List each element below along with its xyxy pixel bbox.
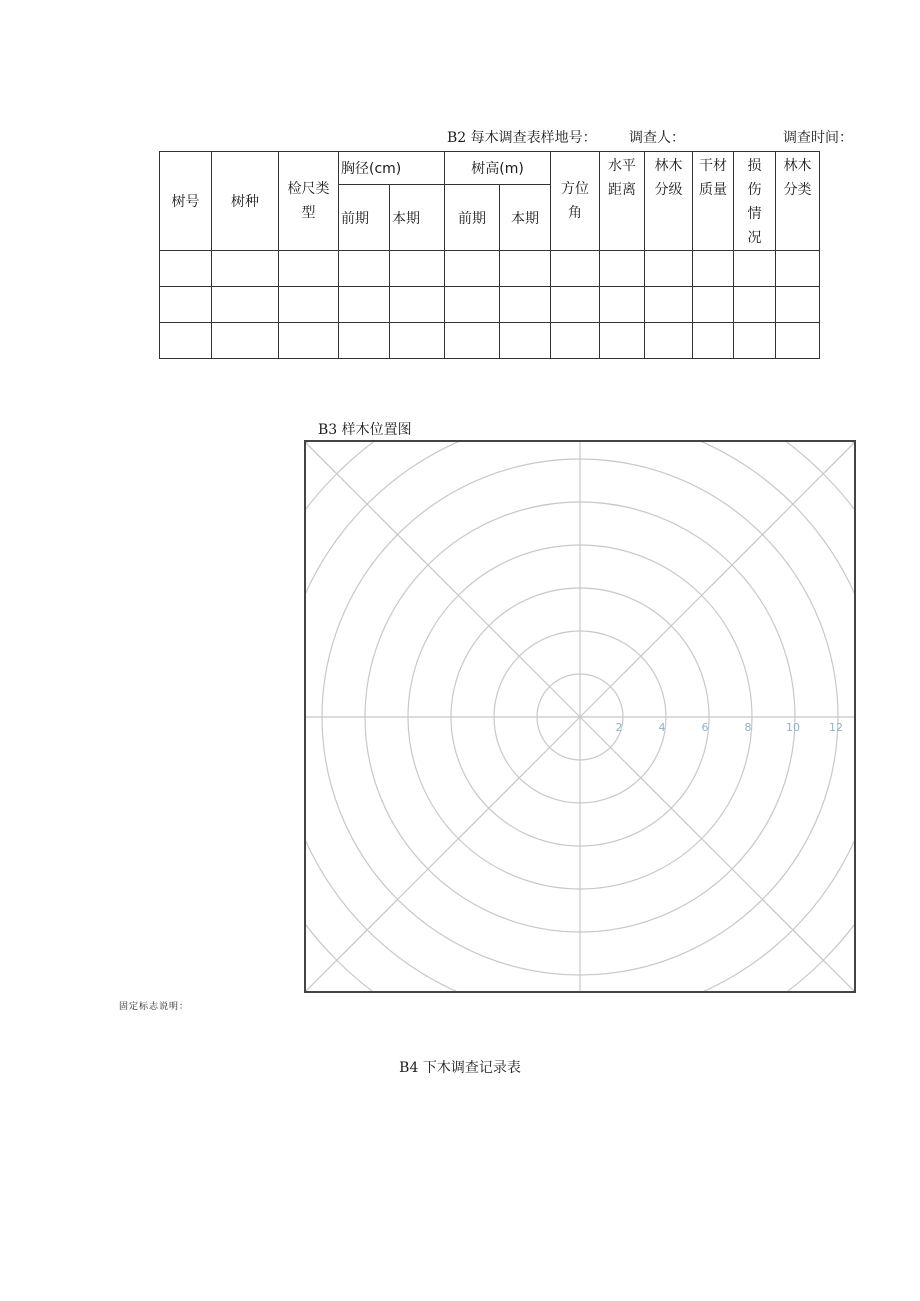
polar-radial-line	[304, 440, 580, 717]
header-height-previous: 前期	[445, 185, 500, 251]
table-cell[interactable]	[160, 251, 212, 287]
table-cell[interactable]	[551, 287, 600, 323]
table-cell[interactable]	[339, 323, 390, 359]
table-row	[160, 323, 820, 359]
table-cell[interactable]	[212, 287, 279, 323]
table-cell[interactable]	[160, 287, 212, 323]
b4-title: B4 下木调查记录表	[399, 1060, 521, 1076]
table-cell[interactable]	[776, 287, 820, 323]
table-cell[interactable]	[645, 323, 693, 359]
table-row	[160, 251, 820, 287]
stem-quality-text: 干材质量	[699, 158, 727, 198]
tree-class-text: 林木分级	[654, 158, 683, 198]
tree-position-polar-grid	[304, 440, 856, 993]
header-horizontal-distance	[600, 152, 645, 251]
table-cell[interactable]	[551, 251, 600, 287]
header-tree-no: 树号	[160, 152, 212, 251]
table-cell[interactable]	[693, 287, 734, 323]
table-cell[interactable]	[445, 251, 500, 287]
table-cell[interactable]	[645, 251, 693, 287]
forest-class-text: 林木分类	[783, 158, 812, 198]
header-tree-class	[645, 152, 693, 251]
table-cell[interactable]	[390, 251, 445, 287]
table-cell[interactable]	[160, 323, 212, 359]
ring-label: 12	[829, 721, 843, 734]
table-cell[interactable]	[776, 251, 820, 287]
table-cell[interactable]	[500, 287, 551, 323]
table-cell[interactable]	[693, 323, 734, 359]
table-cell[interactable]	[279, 323, 339, 359]
header-azimuth	[551, 152, 600, 251]
b2-title: B2 每木调查表样地号：	[447, 130, 597, 146]
polar-radial-line	[580, 440, 856, 717]
tree-survey-table	[159, 151, 820, 359]
header-height-current: 本期	[500, 185, 551, 251]
ring-label: 2	[615, 721, 623, 734]
table-cell[interactable]	[693, 251, 734, 287]
survey-time-label: 调查时间：	[783, 130, 853, 146]
table-cell[interactable]	[445, 323, 500, 359]
polar-radial-line	[580, 717, 856, 993]
header-dbh-current: 本期	[390, 185, 445, 251]
ruler-type-text: 检尺类型	[287, 181, 330, 221]
header-height: 树高(m)	[445, 152, 551, 185]
table-cell[interactable]	[734, 323, 776, 359]
table-cell[interactable]	[776, 323, 820, 359]
header-dbh: 胸径(cm)	[339, 152, 445, 185]
table-cell[interactable]	[500, 323, 551, 359]
azimuth-text: 方位角	[561, 181, 589, 221]
table-cell[interactable]	[390, 287, 445, 323]
table-cell[interactable]	[279, 287, 339, 323]
ring-label: 6	[701, 721, 709, 734]
table-cell[interactable]	[500, 251, 551, 287]
table-row	[160, 287, 820, 323]
ring-label: 4	[658, 721, 666, 734]
table-cell[interactable]	[339, 287, 390, 323]
table-cell[interactable]	[734, 251, 776, 287]
table-cell[interactable]	[445, 287, 500, 323]
ring-label: 10	[786, 721, 800, 734]
table-cell[interactable]	[279, 251, 339, 287]
b3-title: B3 样木位置图	[318, 422, 412, 438]
ring-label: 8	[744, 721, 752, 734]
header-ruler-type	[279, 152, 339, 251]
fixed-marker-note: 固定标志说明：	[119, 1002, 190, 1012]
header-species: 树种	[212, 152, 279, 251]
table-cell[interactable]	[212, 323, 279, 359]
table-cell[interactable]	[734, 287, 776, 323]
table-cell[interactable]	[600, 323, 645, 359]
table-cell[interactable]	[390, 323, 445, 359]
polar-radial-line	[304, 717, 580, 993]
table-cell[interactable]	[212, 251, 279, 287]
investigator-label: 调查人：	[629, 130, 685, 146]
table-cell[interactable]	[600, 287, 645, 323]
damage-text: 损伤情况	[747, 158, 762, 246]
header-forest-class	[776, 152, 820, 251]
table-cell[interactable]	[339, 251, 390, 287]
table-cell[interactable]	[600, 251, 645, 287]
table-cell[interactable]	[645, 287, 693, 323]
header-damage	[734, 152, 776, 251]
b2-header	[447, 128, 857, 148]
horizontal-distance-text: 水平距离	[608, 158, 636, 198]
header-stem-quality	[693, 152, 734, 251]
table-cell[interactable]	[551, 323, 600, 359]
header-dbh-previous: 前期	[339, 185, 390, 251]
